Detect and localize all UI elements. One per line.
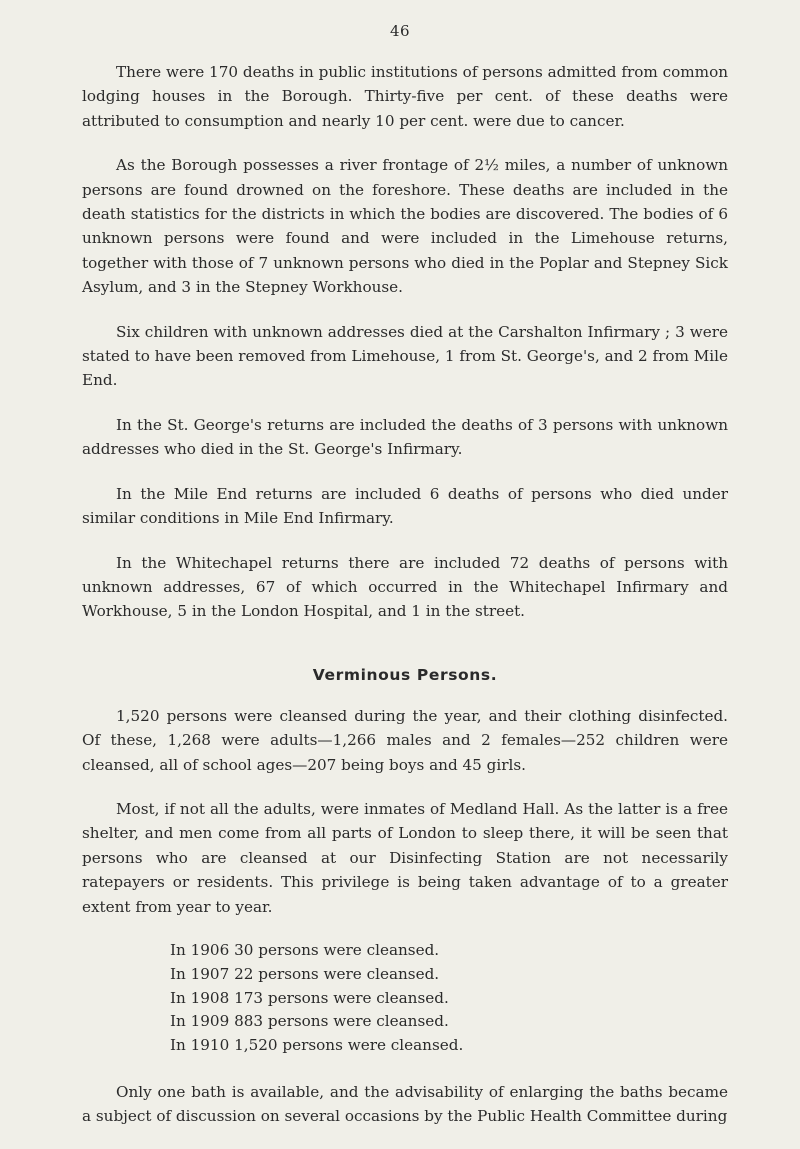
page-body xyxy=(82,60,728,1149)
page-number: 46 xyxy=(389,22,411,40)
list-item: In 1908 173 persons were cleansed. xyxy=(170,988,449,1007)
section-heading: Verminous Persons. xyxy=(312,665,498,684)
list-item: In 1910 1,520 persons were cleansed. xyxy=(170,1036,464,1055)
paragraph-whitechapel: In the Whitechapel returns there are included 72 deaths of persons with unknown addresses, 67 of which occurred in the Whitechapel Infirmary and Workhouse, 5 in the London Hospital, and 1 in the street. xyxy=(82,553,728,621)
paragraph-bath: Only one bath is available, and the advisability of enlarging the baths became a subject of discussion on several occasions by the Public Health Committee during xyxy=(82,1082,728,1126)
paragraph-mile-end: In the Mile End returns are included 6 deaths of persons who died under similar conditions in Mile End Infirmary. xyxy=(82,484,728,528)
paragraph-medland-hall: Most, if not all the adults, were inmates of Medland Hall. As the latter is a free shelter, and men come from all parts of London to sleep there, it will be seen that persons who are cleansed at our Disinfecting Station are not necessarily ratepayers or residents. This privilege is being taken advantage of to a greater extent from year to year. xyxy=(82,799,728,916)
list-item: In 1907 22 persons were cleansed. xyxy=(170,964,440,983)
paragraph-river-frontage: As the Borough possesses a river frontage of 2½ miles, a number of unknown persons are found drowned on the foreshore. These deaths are included in the death statistics for the districts in which the bodies are discovered. The bodies of 6 unknown persons were found and were included in the Limehouse returns, together with those of 7 unknown persons who died in the Poplar and Stepney Sick Asylum, and 3 in the Stepney Workhouse. xyxy=(82,156,728,297)
paragraph-st-georges: In the St. George's returns are included the deaths of 3 persons with unknown addresses who died in the St. George's Infirmary. xyxy=(82,415,728,459)
paragraph-lodging-houses: There were 170 deaths in public institutions of persons admitted from common lodging houses in the Borough. Thirty-five per cent. of these deaths were attributed to consumption and nearly 10 per cent. were due to cancer. xyxy=(82,63,728,130)
list-item: In 1906 30 persons were cleansed. xyxy=(170,940,440,959)
list-item: In 1909 883 persons were cleansed. xyxy=(170,1012,449,1031)
paragraph-cleansed-summary: 1,520 persons were cleansed during the year, and their clothing disinfected. Of these, 1,268 were adults—1,266 males and 2 females—252 children were cleansed, all of school ages—207 being boys and 45 girls. xyxy=(82,706,728,774)
paragraph-carshalton: Six children with unknown addresses died at the Carshalton Infirmary ; 3 were stated to have been removed from Limehouse, 1 from St. George's, and 2 from Mile End. xyxy=(82,322,728,390)
yearly-cleansing-list xyxy=(170,939,728,1058)
